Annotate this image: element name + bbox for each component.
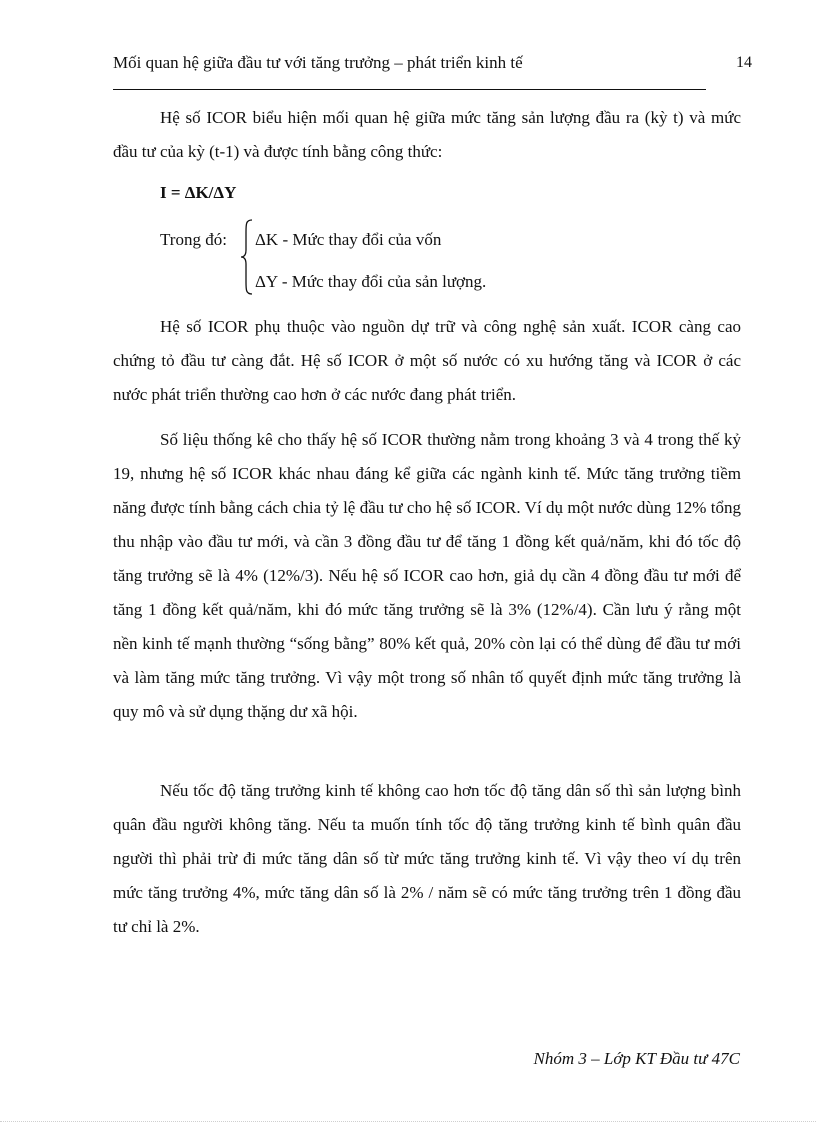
page-bottom-edge — [0, 1121, 816, 1122]
page-footer: Nhóm 3 – Lớp KT Đầu tư 47C — [533, 1049, 740, 1068]
paragraph-icor-statistics: Số liệu thống kê cho thấy hệ số ICOR thường nằm trong khoảng 3 và 4 trong thế kỷ 19, nhưng hệ số ICOR khác nhau đáng kể giữa các ngành kinh tế. Mức tăng trưởng tiềm năng được tính bằng cách chia tỷ lệ đầu tư cho hệ số ICOR. Ví dụ một nước dùng 12% tổng thu nhập vào đầu tư mới, và cần 3 đồng đầu tư để tăng 1 đồng kết quả/năm, khi đó tốc độ tăng trưởng sẽ là 4% (12%/3). Nếu hệ số ICOR cao hơn, giả dụ cần 4 đồng đầu tư mới để tăng 1 đồng kết quả/năm, khi đó mức tăng trưởng sẽ là 3% (12%/4). Cần lưu ý rằng một nền kinh tế mạnh thường “sống bằng” 80% kết quả, 20% còn lại có thể dùng để đầu tư mới và làm tăng mức tăng trưởng. Vì vậy một trong số nhân tố quyết định mức tăng trưởng là quy mô và sử dụng thặng dư xã hội. — [113, 430, 741, 721]
icor-formula: I = ΔK/ΔY — [160, 183, 237, 202]
where-item-delta-k: ΔK - Mức thay đổi của vốn — [255, 230, 442, 249]
intro-paragraph: Hệ số ICOR biểu hiện mối quan hệ giữa mức tăng sản lượng đầu ra (kỳ t) và mức đầu tư của kỳ (t-1) và được tính bằng công thức: — [113, 108, 741, 161]
header-title: Mối quan hệ giữa đầu tư với tăng trưởng – phát triển kinh tế — [113, 53, 523, 72]
page-number: 14 — [736, 54, 752, 71]
paragraph-per-capita-growth: Nếu tốc độ tăng trưởng kinh tế không cao hơn tốc độ tăng dân số thì sản lượng bình quân đầu người không tăng. Nếu ta muốn tính tốc độ tăng trưởng kinh tế bình quân đầu người thì phải trừ đi mức tăng dân số từ mức tăng trưởng kinh tế. Vì vậy theo ví dụ trên mức tăng trưởng 4%, mức tăng dân số là 2% / năm sẽ có mức tăng trưởng trên 1 đồng đầu tư chỉ là 2%. — [113, 781, 741, 936]
where-item-delta-y: ΔY - Mức thay đổi của sản lượng. — [255, 272, 487, 291]
where-label: Trong đó: — [160, 230, 227, 249]
header-divider — [113, 89, 706, 90]
curly-brace-icon — [240, 218, 254, 296]
paragraph-icor-dependency: Hệ số ICOR phụ thuộc vào nguồn dự trữ và công nghệ sản xuất. ICOR càng cao chứng tỏ đầu tư càng đắt. Hệ số ICOR ở một số nước có xu hướng tăng và ICOR ở các nước phát triển thường cao hơn ở các nước đang phát triển. — [113, 317, 741, 404]
